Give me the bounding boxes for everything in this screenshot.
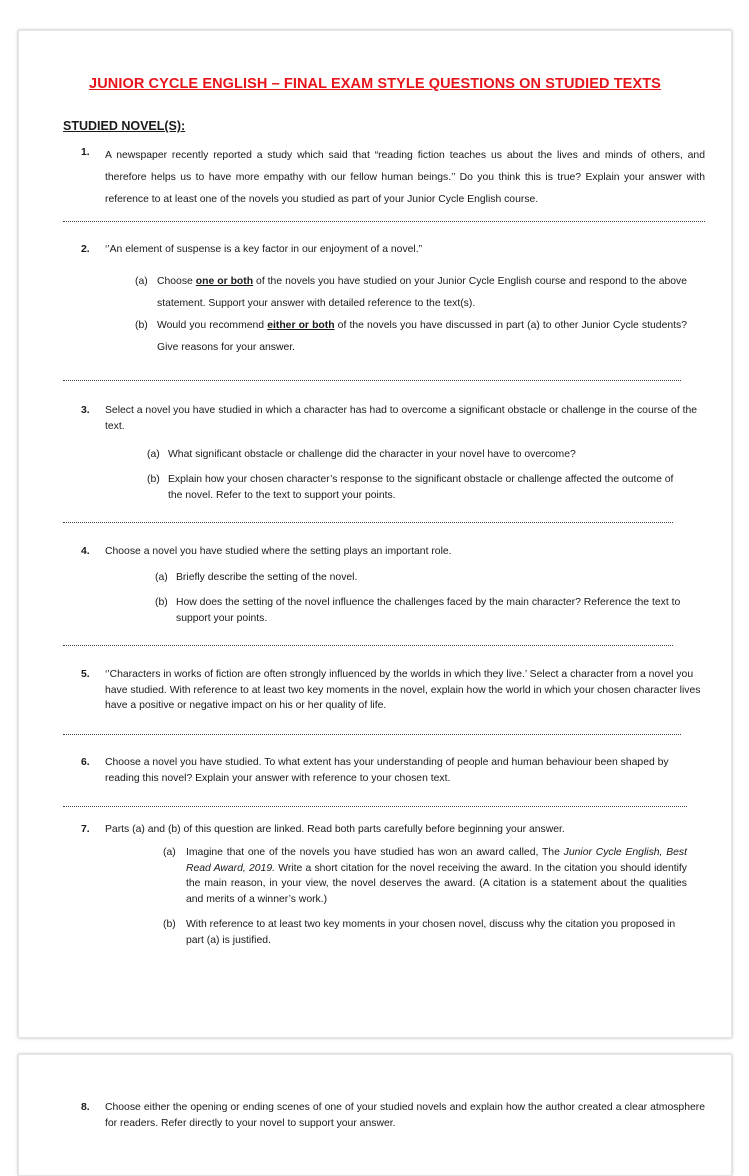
answer-dotted-line [63, 645, 673, 646]
part-text: Imagine that one of the novels you have studied has won an award called, The Junior Cycle English, Best Read Award, 2019. Write a short citation for the novel receiving the award. In the citation you should identify the main reason, in your view, the novel deserves the award. (A citation is a statement about the qualities and merits of a winner’s work.) [186, 847, 688, 905]
question-text: A newspaper recently reported a study which said that “reading fiction teaches us about the lives and minds of others, and therefore helps us to have more empathy with our fellow human beings.’’ Do you think this is true? Explain your answer with reference to at least one of the novels you studied as part of your Junior Cycle English course. [105, 150, 705, 205]
document-page-1 [18, 30, 732, 1038]
part-text: Would you recommend either or both of the novels you have discussed in part (a) to other Junior Cycle students? Give reasons for your answer. [157, 320, 687, 353]
answer-dotted-line [63, 734, 681, 735]
question-8 [75, 1100, 705, 1131]
answer-dotted-line [63, 221, 705, 222]
part-text: With reference to at least two key moments in your chosen novel, discuss why the citation you proposed in part (a) is justified. [186, 919, 676, 946]
question-3-part-b [147, 472, 687, 503]
question-7-part-a [163, 845, 687, 907]
part-label: (a) [155, 572, 168, 583]
question-7 [75, 822, 705, 838]
answer-dotted-line [63, 806, 687, 807]
question-number: 8. [81, 1102, 90, 1113]
part-label: (a) [163, 847, 176, 858]
part-text: How does the setting of the novel influence the challenges faced by the main character? Reference the text to support your points. [176, 597, 681, 624]
question-number: 3. [81, 405, 90, 416]
part-text: Briefly describe the setting of the novel. [176, 572, 358, 583]
question-3 [75, 403, 705, 434]
document-title: JUNIOR CYCLE ENGLISH – FINAL EXAM STYLE QUESTIONS ON STUDIED TEXTS [89, 76, 661, 92]
question-text: ‘’An element of suspense is a key factor in our enjoyment of a novel.” [105, 244, 423, 255]
question-7-part-b [163, 917, 687, 948]
part-label: (b) [147, 474, 160, 485]
question-number: 6. [81, 757, 90, 768]
question-4-part-b [155, 595, 687, 626]
emphasis: one or both [195, 276, 254, 287]
question-number: 1. [81, 147, 90, 158]
question-number: 5. [81, 669, 90, 680]
question-1 [75, 145, 705, 211]
question-3-part-a [147, 447, 687, 463]
part-label: (b) [163, 919, 176, 930]
question-text: ‘’Characters in works of fiction are often strongly influenced by the worlds in which they live.’ Select a character from a novel you have studied. With reference to at least two key moments in the novel, explain how the world in which your chosen character lives have a positive or negative impact on his or her quality of life. [105, 669, 701, 711]
question-6 [75, 755, 705, 786]
document-page-2 [18, 1054, 732, 1176]
part-text: Choose one or both of the novels you have studied on your Junior Cycle English course and respond to the above statement. Support your answer with detailed reference to the text(s). [157, 276, 688, 309]
question-4 [75, 544, 705, 560]
question-2-part-b [135, 315, 687, 359]
emphasis: either or both [267, 320, 335, 331]
part-text: What significant obstacle or challenge did the character in your novel have to overcome? [168, 449, 576, 460]
question-5 [75, 667, 705, 714]
emphasis: Junior Cycle English, Best Read Award, 2019. [186, 847, 688, 874]
question-text: Choose a novel you have studied where the setting plays an important role. [105, 546, 452, 557]
question-2 [75, 242, 705, 258]
question-text: Select a novel you have studied in which a character has had to overcome a significant obstacle or challenge in the course of the text. [105, 405, 698, 432]
part-label: (a) [147, 449, 160, 460]
question-4-part-a [155, 570, 687, 586]
question-text: Choose either the opening or ending scenes of one of your studied novels and explain how the author created a clear atmosphere for readers. Refer directly to your novel to support your answer. [105, 1102, 705, 1129]
question-number: 2. [81, 244, 90, 255]
question-number: 7. [81, 824, 90, 835]
answer-dotted-line [63, 522, 673, 523]
part-label: (a) [135, 276, 148, 287]
answer-dotted-line [63, 380, 681, 381]
part-label: (b) [155, 597, 168, 608]
section-heading: STUDIED NOVEL(S): [63, 119, 186, 133]
part-text: Explain how your chosen character’s response to the significant obstacle or challenge affected the outcome of the novel. Refer to the text to support your points. [168, 474, 674, 501]
question-text: Choose a novel you have studied. To what extent has your understanding of people and human behaviour been shaped by reading this novel? Explain your answer with reference to your chosen text. [105, 757, 669, 784]
question-number: 4. [81, 546, 90, 557]
question-text: Parts (a) and (b) of this question are linked. Read both parts carefully before beginning your answer. [105, 824, 565, 835]
part-label: (b) [135, 320, 148, 331]
question-2-part-a [135, 271, 687, 315]
